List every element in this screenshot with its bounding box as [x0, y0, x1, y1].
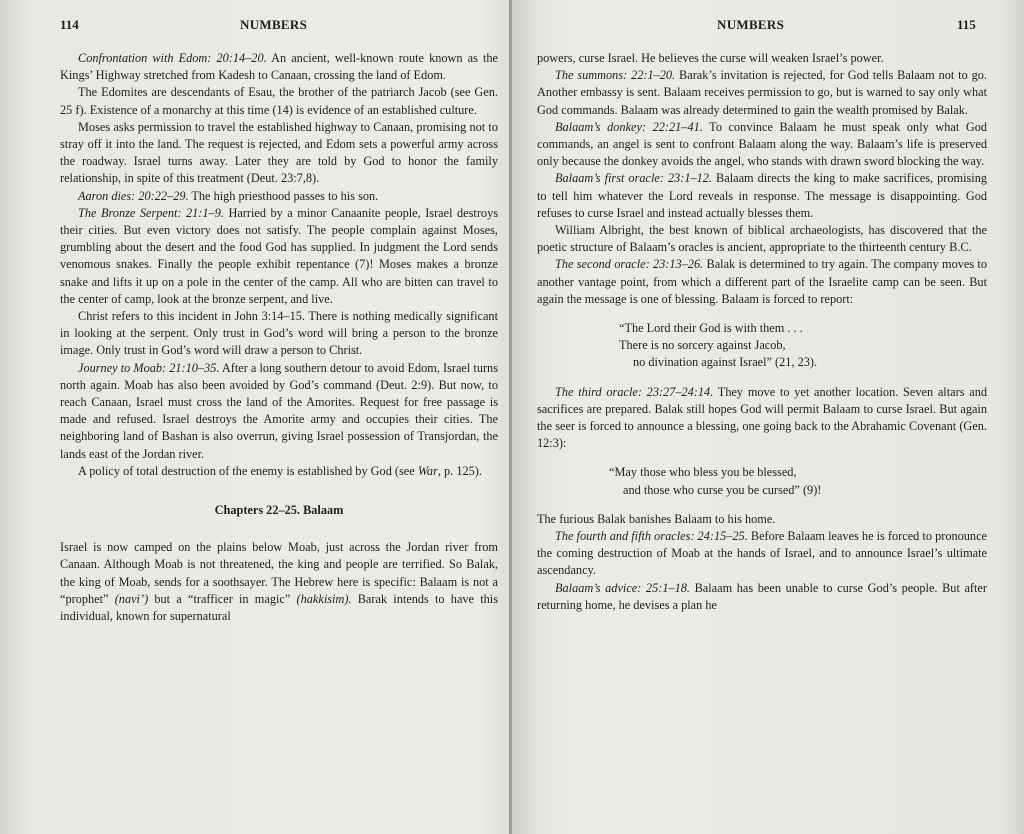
paragraph: [537, 222, 987, 256]
section-title: The summons: 22:1–20.: [555, 68, 676, 83]
section-title: Balaam’s first oracle: 23:1–12.: [555, 171, 713, 186]
quote-line: and those who curse you be cursed” (9)!: [623, 482, 822, 497]
left-sections: [60, 50, 498, 463]
paragraph: The third oracle: 23:27–24:14. They move to yet another location. Seven altars and sacrifices are prepared. Balak still hopes God will permit Balaam to curse Israel. But again the seer is forced to announce a blessing, one going back to the Abrahamic Covenant (Gen. 12:3):: [537, 384, 987, 451]
paragraph: [537, 67, 987, 119]
section-title: Journey to Moab: 21:10–35.: [78, 360, 220, 375]
section-title: The Bronze Serpent: 21:1–9.: [78, 205, 224, 220]
section-text: Balaam has been unable to curse God’s people. But after returning home, he devises a plan he: [537, 580, 987, 612]
paragraph: [60, 360, 498, 463]
section-text: The high priesthood passes to his son.: [188, 188, 379, 203]
page-number: 114: [60, 17, 79, 32]
paragraph: [537, 256, 987, 308]
section-title: The fourth and fifth oracles: 24:15–25.: [555, 529, 748, 544]
paragraph: powers, curse Israel. He believes the curse will weaken Israel’s power.: [537, 51, 884, 65]
section-text: Balak is determined to try again. The company moves to another vantage point, from which a different part of the Israelite camp can be seen. But again the message is one of blessing. Balaam is forced to report:: [537, 257, 987, 306]
paragraph: A policy of total destruction of the enemy is established by God (see War, p. 125).: [78, 463, 482, 478]
left-column: [60, 50, 498, 625]
right-page: [512, 0, 1024, 834]
block-quote: [537, 320, 987, 372]
paragraph: [60, 119, 498, 188]
page-number: 115: [957, 17, 976, 32]
section-title: Confrontation with Edom: 20:14–20.: [78, 51, 267, 65]
section-title: Aaron dies: 20:22–29.: [78, 188, 189, 203]
section-text: Before Balaam leaves he is forced to pronounce the coming destruction of Moab at the hands of Israel, and to announce Israel’s ultimate ascendancy.: [537, 529, 987, 578]
section-text: An ancient, well-known route known as the Kings’ Highway stretched from Kadesh to Canaan, crossing the land of Edom.: [60, 51, 498, 83]
quote-line: “May those who bless you be blessed,: [609, 465, 797, 480]
chapter-heading: Chapters 22–25. Balaam: [214, 503, 344, 518]
running-head: NUMBERS: [240, 17, 308, 32]
quote-line: no divination against Israel” (21, 23).: [633, 355, 818, 370]
paragraph: [537, 170, 987, 222]
section-text: The Edomites are descendants of Esau, the brother of the patriarch Jacob (see Gen. 25 f). Existence of a monarchy at this time (14) is evidence of an established culture.: [60, 85, 498, 117]
section-text: Christ refers to this incident in John 3:14–15. There is nothing medically significant in looking at the serpent. Only trust in God’s word will bring a person to the bronze image. Only trust in God’s word will draw a person to Christ.: [60, 309, 498, 358]
paragraph: [537, 119, 987, 171]
paragraph: [60, 205, 498, 308]
section-text: To convince Balaam he must speak only what God commands, an angel is sent to confront Balaam along the way. Balaam’s life is preserved only because the donkey avoids the angel, who stands with drawn sword blocking the way.: [537, 119, 987, 169]
right-sections-b: [537, 528, 987, 614]
section-title: Balaam’s advice: 25:1–18.: [555, 580, 690, 595]
paragraph: [60, 84, 498, 118]
paragraph: [60, 308, 498, 360]
paragraph: Israel is now camped on the plains below Moab, just across the Jordan river from Canaan. Although Moab is not threatened, the king and people are terrified. So Balak, the king of Moab, sends for a soothsayer. The Hebrew here is specific: Balaam is not a “prophet” (navi’) but a “trafficer in magic” (hakkisim). Barak intends to have this individual, known for supernatural: [60, 540, 498, 624]
section-text: After a long southern detour to avoid Edom, Israel turns north again. Moab has also been avoided by God’s command (Deut. 2:9). But now, to reach Canaan, Israel must cross the land of the Amorites. Request for free passage is made and refused. Israel destroys the Amorite army and occupies their cities. The neighboring land of Bashan is also overrun, giving Israel possession of Transjordan, the lands east of the Jordan river.: [60, 360, 498, 461]
section-text: William Albright, the best known of biblical archaeologists, has discovered that the poetic structure of Balaam’s oracles is ancient, appropriate to the thirteenth century B.C.: [537, 223, 987, 255]
section-text: Barak’s invitation is rejected, for God tells Balaam not to go. Another embassy is sent. Balaam receives permission to go, but is warned to say only what God commands. Balaam was already determined to gain the wealth promised by Balak.: [537, 68, 987, 117]
section-title: Balaam’s donkey: 22:21–41.: [555, 119, 703, 134]
right-sections-a: [537, 67, 987, 308]
section-text: Harried by a minor Canaanite people, Israel destroys their cities. But even victory does not satisfy. The people complain against Moses, grumbling about the desert and the food God has supplied. In judgment the Lord sends venomous snakes. Finally the people exhibit repentance (7)! Moses makes a bronze snake and lifts it up on a pole in the center of the camp. All who are bitten can travel to the center of camp, look at the bronze serpent, and live.: [60, 205, 498, 306]
section-text: Moses asks permission to travel the established highway to Canaan, promising not to stray off it into the land. The request is rejected, and Edom sets a powerful army across the roadway. Israel turns away. Later they are told by God to honor the family relationship, in spite of this treatment (Deut. 23:7,8).: [60, 119, 498, 186]
running-head: NUMBERS: [717, 17, 785, 32]
right-column: [537, 50, 987, 614]
paragraph: [60, 50, 498, 84]
paragraph: [60, 188, 498, 205]
paragraph: [537, 580, 987, 614]
paragraph: The furious Balak banishes Balaam to his home.: [537, 511, 776, 526]
block-quote: [537, 464, 987, 498]
paragraph: [537, 528, 987, 580]
quote-line: “The Lord their God is with them . . .: [619, 321, 803, 336]
section-text: Balaam directs the king to make sacrifices, promising to tell him whatever the Lord reveals in response. The message is disappointing. God refuses to curse Israel and instead actually blesses them.: [537, 171, 987, 220]
quote-line: There is no sorcery against Jacob,: [619, 338, 786, 353]
section-title: The second oracle: 23:13–26.: [555, 257, 704, 272]
